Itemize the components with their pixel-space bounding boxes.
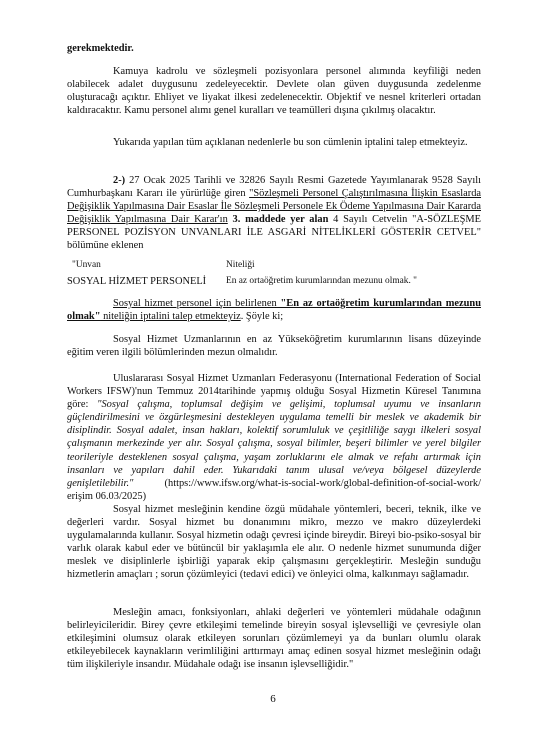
paragraph-meslegin-amaci: Mesleğin amacı, fonksiyonları, ahlaki değerleri ve yöntemleri müdahale odağının belirleyicileridir. Birey çevre etkileşimi temelinde bireyin sosyal işlevselliği ve çevresiyle olan etkileşimini olumsuz olarak etkileyen sorunları çözümlemeyi ya da bunları olumlu olarak etkileyebilecek kaynakların verimliliğini arttırmayı amaç edinen sosyal hizmet mesleğinin odağı tüm ilişkileriyle insandır. Müdahale odağı ise insanın işlevselliğidir." [67, 607, 481, 671]
paragraph-sosyal-hizmet-personel [67, 297, 481, 323]
table-cell-unvan: SOSYAL HİZMET PERSONELİ [67, 276, 207, 287]
paragraph-mesleki-yontemler: Sosyal hizmet mesleğinin kendine özgü müdahale yöntemleri, beceri, teknik, ilke ve değerleri vardır. Sosyal hizmet bu donanımını mikro, mezzo ve makro düzeylerdeki uygulamalarında kullanır. Sosyal hizmetin odağı çevresi içinde bireydir. Bireyi bio-psiko-sosyal bir varlık olarak kabul eder ve bütüncül bir yaklaşımla ele alır. O nedenle hizmet sunumunda diğer meslek ve disiplinlerle işbirliği yaparak ekip çalışmasını gerçekleştirir. Mesleğin sunduğu hizmetlerin amaçları ; sorun çözümleyici (tedavi edici) ve önleyici olma, kalkınmayı sağlamadır. [67, 504, 481, 581]
item-number: 2-) [113, 175, 126, 186]
text-segment: 4 Sayılı Cetvelin "A-SÖZLEŞME PERSONEL POZİSYON UNVANLARI İLE ASGARİ NİTELİKLERİ GÖSTERİR CETVEL" bölümüne eklenen [67, 214, 481, 252]
paragraph-gerekmektedir: gerekmektedir. [67, 43, 134, 54]
table-cell-niteligi: En az ortaöğretim kurumlarından mezunu olmak. " [226, 276, 418, 286]
text-segment: (https://www.ifsw.org/what-is-social-work/global-definition-of-social-work/ erişim 06.03/2025) [67, 477, 481, 502]
paragraph-uzman-lisans: Sosyal Hizmet Uzmanlarının en az Yükseköğretim kurumlarının lisans düzeyinde eğitim veren ilgili bölümlerinden mezun olmalıdır. [67, 334, 481, 359]
bold-quote: "En az ortaöğretim kurumlarından mezunu olmak" [67, 298, 481, 323]
text-segment: . Şöyle ki; [240, 311, 284, 323]
page-number: 6 [270, 693, 276, 705]
italic-quote: "Sosyal çalışma, toplumsal değişim ve gelişimi, toplumsal uyumu ve insanların güçlendirilmesini ve özgürleşmesini destekleyen uygulama temelli bir meslek ve akademik bir disiplindir. Sosyal adalet, insan hakları, kolektif sorumluluk ve çeşitliliğe saygı ilkeleri sosyal çalışmanın merkezinde yer alır. Sosyal çalışma, sosyal bilimler, beşeri bilimler ve yerel bilgiler teorileriyle desteklenen sosyal çalışma, yaşam zorluklarını ele almak ve refahı artırmak için insanları ve yapıları dahil eder. Yukarıdaki tanım ulusal ve/veya bölgesel düzeylerde genişletilebilir." [67, 399, 481, 489]
paragraph-ifsw-tanim [67, 372, 481, 503]
underlined-title: "Sözleşmeli Personel Çalıştırılmasına İlişkin Esaslarda Değişiklik Yapılmasına Dair Esaslar İle Sözleşmeli Personele Ek Ödeme Yapılmasına Dair Kararda Değişiklik Yapılmasına Dair Karar'ın [67, 188, 482, 226]
table-header-unvan: "Unvan [72, 260, 101, 270]
bold-article-ref: 3. maddede yer alan [227, 214, 329, 226]
paragraph-iptal-talebi: Yukarıda yapılan tüm açıklanan nedenlerle bu son cümlenin iptalini talep etmekteyiz. [113, 137, 468, 148]
text-segment: 27 Ocak 2025 Tarihli ve 32826 Sayılı Resmi Gazetede Yayımlanarak 9528 Sayılı Cumhurbaşkanı Kararı ile yürürlüğe giren [67, 175, 481, 200]
text-segment: Uluslararası Sosyal Hizmet Uzmanları Federasyonu (International Federation of Social Workers IFSW)'nun Temmuz 2014tarihinde yapmış olduğu Sosyal Hizmetin Küresel Tanımına göre: [67, 373, 481, 411]
paragraph-madde-2 [67, 174, 481, 253]
paragraph-kamuya-kadrolu: Kamuya kadrolu ve sözleşmeli pozisyonlara personel alımında keyfiliği neden olabilecek adalet duygusunu zedeleyecektir. Devlete olan güven duygusunda zedelenme oluşturacağı açıktır. Ehliyet ve liyakat ilkesi zedelenecektir. Objektif ve nesnel kriterleri ortadan kaldıracaktır. Kamu personel alımı genel kuralları ve teamülleri dışına çıkılmış olacaktır. [67, 66, 481, 117]
underlined-text: niteliğin iptalini talep etmekteyiz [100, 311, 241, 323]
underlined-text: Sosyal hizmet personel için belirlenen [113, 298, 281, 309]
table-header-niteligi: Niteliği [226, 260, 255, 270]
